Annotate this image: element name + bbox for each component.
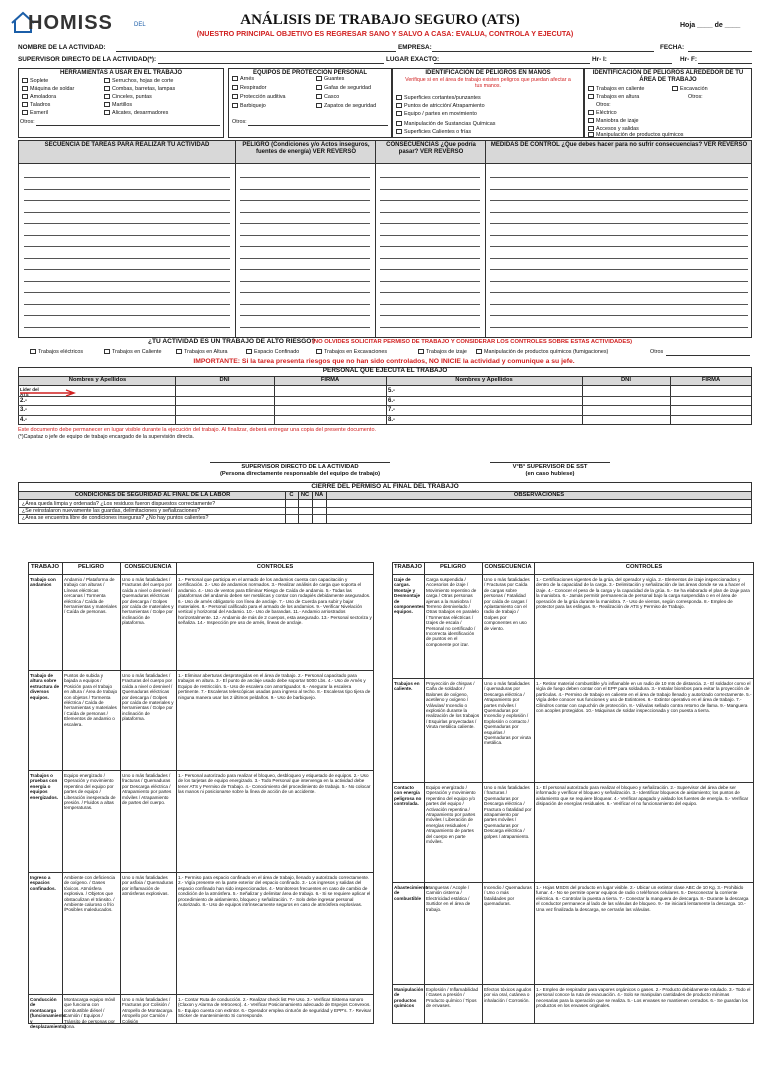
tool-item[interactable]: Taladros <box>22 102 50 108</box>
personnel-row-label: 5.- <box>388 388 396 394</box>
task-line[interactable] <box>490 177 748 178</box>
area-hazard-item: Otros: <box>688 94 703 100</box>
task-line[interactable] <box>24 281 230 282</box>
personnel-row-label: Líder del ATS <box>20 387 39 397</box>
task-line[interactable] <box>380 304 480 305</box>
tool-item[interactable]: Amoladora <box>22 94 56 100</box>
reverse-header-line <box>28 574 374 575</box>
company-label: EMPRESA: <box>398 44 432 51</box>
high-risk-option[interactable]: Trabajos en Altura <box>176 349 228 355</box>
reverse-cell: Ambiente con deficiencia de oxígeno. / Gases tóxicos. Atmósfera explosiva. / Objetos que obstaculizan el tránsito. / Ambiente caluroso o frío /Posibles maleducados. <box>64 875 116 913</box>
personnel-row-label: 4.- <box>20 417 28 423</box>
task-line[interactable] <box>24 223 230 224</box>
reverse-col-header: TRABAJO <box>30 564 60 570</box>
reverse-header-line <box>392 574 754 575</box>
task-line[interactable] <box>24 212 230 213</box>
personnel-row-label: 7.- <box>388 407 396 413</box>
area-hazard-item[interactable]: Eléctrico <box>588 110 617 116</box>
task-table <box>18 140 752 338</box>
task-line[interactable] <box>490 269 748 270</box>
reverse-col-header: CONTROLES <box>256 564 294 570</box>
reverse-cell: Incendio / Quemaduras / Uno o más fatalidades por quemaduras. <box>484 885 532 907</box>
task-line[interactable] <box>24 258 230 259</box>
ppe-item[interactable]: Arnés <box>232 76 254 82</box>
date-field[interactable] <box>688 51 752 52</box>
reverse-cell: 1.- Hojas MSDS del producto en lugar visible. 2.- Ubicar un extintor clase ABC de 10 Kg. 3.- Prohibido fumar. 4.- No se permite operar equipos de radio o teléfonos celulares. 5.- Desconectar la corriente eléctrica. 6.- Controlar la puesta a tierra. 7.- Conectar la manguera de descarga. 8.- Durante la descarga el conductor permanece al lado de las válvulas de bloqueo. 9.- Se iniciará lentamente la descarga. 10.- Una vez finalizada la descarga, se cerrarán las válvulas. <box>536 885 749 912</box>
task-line[interactable] <box>380 246 480 247</box>
tool-item[interactable]: Máquina de soldar <box>22 86 74 92</box>
reverse-cell: 1.- Personal autorizado para realizar el bloqueo, desbloqueo y etiquetado de equipos. 2.- Uso de los tarjetas de equipo energizado. 3.- Todo Personal que intervenga en la actividad debe tener ATS y Permiso de Trabajo. 4.- Conocimiento del procedimiento de trabajo. 5.- No colocar las manos ni posicionarse sobre la línea de acción de un accidente. <box>178 773 371 795</box>
ppe-title: EQUIPOS DE PROTECCIÓN PERSONAL <box>252 70 367 76</box>
task-line[interactable] <box>490 246 748 247</box>
task-line[interactable] <box>380 292 480 293</box>
logo-text: HOMISS <box>28 12 113 34</box>
closure-row: ¿Se reinstalaron nuevamente las guardas, delimitaciones y señalizaciones? <box>22 508 201 514</box>
company-logo <box>8 8 148 36</box>
task-line[interactable] <box>490 212 748 213</box>
reverse-cell: 1.- Certificaciones vigentes de la grúa, del operador y vigía. 2.- Elementos de izaje inspeccionados y dentro de la capacidad de la carga. 3.- Delimitación y señalización de las áreas donde se va a hacer el izaje. 4.- Conocer el peso de la carga y la capacidad de la grúa. 5.- Se ha elaborado el plan de izaje para la maniobra. 6.- Jamás permitir permanencia de personal bajo la carga suspendida o en el área de operación de la grúa durante la maniobra. 7.- Uso de vientos, según corresponda. 8.- Empleo de protector para las eslingas. 9.- Realización de ATS y Permiso de Trabajo. <box>536 577 750 610</box>
closure-row: ¿Área queda limpia y ordenada? ¿Los residuos fueron dispuestos correctamente? <box>22 501 216 507</box>
task-line[interactable] <box>490 223 748 224</box>
personnel-title: PERSONAL QUE EJECUTA EL TRABAJO <box>322 367 448 374</box>
reverse-cell: Izaje de cargas. Montaje y Desmontaje de componentes equipos. <box>394 577 424 615</box>
col-hazard: PELIGRO (Condiciones y/o Actos inseguros, fuentes de energía) VER REVERSO <box>242 142 370 155</box>
reverse-cell: Uno o más fatalidades / fracturas / Quemaduras por Descarga eléctrica / Atrapamiento por partes móviles / Atrapamiento de partes del cuerpo. <box>122 773 172 806</box>
ppe-item[interactable]: Gafas de seguridad <box>316 85 371 91</box>
area-hazard-item[interactable]: Manipulación de productos químicos <box>588 132 684 138</box>
area-hazard-item[interactable]: Maniobra de izaje <box>588 118 639 124</box>
reverse-cell: Proyección de chispas / Caña de soldador / Balones de oxígeno, acetileno y oxígeno / Válvulas/ Incendio o explosión durante la realización de los trabajos / Esquirlas proyectadas / Viruta metálica caliente. <box>426 681 480 730</box>
high-risk-option[interactable]: Trabajos en Caliente <box>104 349 162 355</box>
supervisor-signature-sub: (Persona directamente responsable del equipo de trabajo) <box>219 471 381 477</box>
personnel-col: Nombres y Apellidos <box>68 377 127 383</box>
personnel-row-label: 8.- <box>388 417 396 423</box>
hand-hazards-title: IDENTIFICACIÓN DE PELIGROS EN MANOS <box>425 70 551 76</box>
sst-signature-sub: (en caso hubiese) <box>525 471 575 477</box>
closure-col: NA <box>314 492 324 498</box>
task-line[interactable] <box>24 269 230 270</box>
reverse-col-divider <box>62 562 63 1024</box>
company-field[interactable] <box>432 51 654 52</box>
tool-item[interactable]: Martillos <box>104 102 132 108</box>
area-hazard-item[interactable]: Excavación <box>672 86 708 92</box>
task-line[interactable] <box>240 304 370 305</box>
ppe-item[interactable]: Protección auditiva <box>232 94 286 100</box>
task-line[interactable] <box>380 235 480 236</box>
task-line[interactable] <box>240 212 370 213</box>
personnel-col: DNI <box>621 377 631 383</box>
task-line[interactable] <box>490 235 748 236</box>
reverse-cell: 1.- Contar Ruta de conducción. 2.- Realizar check list Pre Uso. 3.- Verificar Sistema sonoro (Claxon y Alarma de retroceso). 4.- Verificar Posicionamiento adecuado de Espejos Convexos. 5.- Equipo cuenta con extintor. 6.- Operador emplea cinturón de seguridad y EPP's. 7.- Revisar Sticker de mantenimiento Si corresponde. <box>178 997 372 1019</box>
sheet-number: Hoja ____ de ____ <box>680 22 741 29</box>
reverse-cell: Andamio / Plataforma de trabajo con alturas / Líneas eléctricas cercanas / Tormenta eléctrica / Caída de herramientas y materiales / Caída de personas. <box>64 577 117 615</box>
reverse-cell: Montacarga equipo móvil que funciona con combustible diésel / Camión / Equipos / Tránsito de personas por zona. <box>64 997 116 1030</box>
activity-field[interactable] <box>116 51 396 52</box>
reverse-cell: Uno o más fatalidades / quemaduras por Descarga eléctrica / Atrapamiento por partes móviles / Quemaduras por Incendio y explosión / Explosión o contacto / Quemaduras por esquirlas / Quemaduras por viruta metálica. <box>484 681 531 746</box>
personnel-row-label: 3.- <box>20 407 28 413</box>
task-line[interactable] <box>240 223 370 224</box>
place-label: LUGAR EXACTO: <box>386 56 440 63</box>
personnel-col: FIRMA <box>701 377 721 383</box>
closure-col: NC <box>300 492 310 498</box>
ppe-other: Otros: <box>232 119 247 125</box>
personnel-col: DNI <box>219 377 230 383</box>
reverse-row-line <box>28 770 374 771</box>
reverse-cell: Manipulación de productos químicos <box>394 987 424 1009</box>
reverse-row-line <box>392 882 754 883</box>
task-line[interactable] <box>380 315 480 316</box>
reverse-cell: 1.- Permiso para espacio confinado en el área de trabajo, llenado y autorizado correctamente. 2.- Vigía presente en la parte exterior del espacio confinado. 3.- Los ingresos y salidas del espacio confinado han sido inspeccionados. 4.- Monitoreos frecuentes en caso de cambio de condición de la atmósfera. 5.- Señalizar y delimitar área de trabajo. 6.- Si se requiere aplicar el procedimiento de aislamiento, bloqueo y señalización. 7.- Solo debe ingresar personal Autorizado. 8.- Uso de equipos intrínsecamente seguros en caso de atmósfera explosivas. <box>178 875 371 908</box>
start-hour-field[interactable] <box>610 63 672 64</box>
important-note: IMPORTANTE: Si la tarea presenta riesgos que no han sido controlados, NO INICIE la actividad y comunique a su jefe. <box>193 358 575 365</box>
task-line[interactable] <box>24 177 230 178</box>
task-line[interactable] <box>240 246 370 247</box>
personnel-row-label: 2.- <box>20 398 28 404</box>
reverse-cell: Uno o más fatalidades / Fracturas del cuerpo por caída a nivel o desnivel / Quemaduras eléctricas por descarga / Golpes por caída de materiales y herramientas / Golpe por inclinación de plataforma. <box>122 577 174 626</box>
ppe-item[interactable]: Guantes <box>316 76 344 82</box>
date-label: FECHA: <box>660 44 685 51</box>
task-line[interactable] <box>380 177 480 178</box>
start-hour-label: Hr- I: <box>592 56 607 63</box>
place-field[interactable] <box>434 63 590 64</box>
high-risk-option[interactable]: Espacio Confinado <box>246 349 299 355</box>
closure-col: C <box>289 492 294 498</box>
arrow-icon <box>18 389 78 397</box>
task-line[interactable] <box>380 200 480 201</box>
tools-title: HERRAMIENTAS A USAR EN EL TRABAJO <box>59 70 182 76</box>
reverse-cell: Uno o más fatalidades por asfixia / Quemaduras por inflamación de atmósferas explosivas. <box>122 875 174 897</box>
tool-item[interactable]: Alicates, desarmadores <box>104 110 168 116</box>
task-line[interactable] <box>380 327 480 328</box>
col-tasks: SECUENCIA DE TAREAS PARA REALIZAR TU ACTIVIDAD <box>44 142 210 148</box>
reverse-cell: 1.- Personal que participa en el armado de los andamios cuenta con capacitación y certificación. 2.- Uso de andamios normados. 3.- Realizar análisis de carga que soporta el andamio. 4.- Uso de ventos para Eliminar Riesgo de Caída de andamio. 5.- Todas las plataformas del andamio deben ser metálicas y contar con rodapiés debidamente asegurados. 6.- Uso de arnés obligatorio con línea de anclaje. 7.- Uso de Cuerda para subir y bajar materiales. 8.- Personal calificado para el armado de los andamios. 9.- Verificar Nivelación vertical y horizontal del Andamio. 10.- Uso de barandas. 11.- Andamio arriostrados horizontalmente. 12.- Andamio de más de 2 cuerpos, esta asegurado. 13.- Personal sectoriza y señaliza. 14.- Inspección pre uso de arnés, líneas de anclaje. <box>178 577 372 626</box>
tool-item[interactable]: Cinceles, puntas <box>104 94 152 100</box>
area-hazard-item[interactable]: Accesos y salidas <box>588 126 639 132</box>
col-consequences: CONSECUENCIAS ¿Que podría pasar? VER REVERSO <box>386 142 476 155</box>
reverse-cell: Uno o más fatalidades / fracturas / Quemaduras por Descarga eléctrica / Fractura o fatalidad por atrapamiento por partes móviles / Quemaduras por Descarga eléctrica / golpes / atrapamiento. <box>484 785 532 839</box>
reverse-cell: Conducción de montacarga (funcionamiento y desplazamiento) <box>30 997 66 1030</box>
high-risk-question: ¿TU ACTIVIDAD ES UN TRABAJO DE ALTO RIESGO? <box>148 338 316 345</box>
high-risk-note: (NO OLVIDES SOLICITAR PERMISO DE TRABAJO Y CONSIDERAR LOS CONTROLES SOBRE ESTAS ACTIVIDADES) <box>312 339 633 345</box>
high-risk-option[interactable]: Otros <box>650 349 664 355</box>
high-risk-option[interactable]: Trabajos de izaje <box>418 349 467 355</box>
doc-note-red: Este documento debe permanecer en lugar visible durante la ejecución del trabajo. Al finalizar, deberá entregar una copia del presente documento. <box>18 427 377 433</box>
ppe-item[interactable]: Casco <box>316 94 339 100</box>
reverse-row-line <box>392 984 754 985</box>
area-hazards-title: IDENTIFICACIÓN DE PELIGROS ALREDEDOR DE TU ÁREA DE TRABAJO <box>592 70 744 83</box>
reverse-cell: Carga suspendida / Accesorios de izaje / Movimiento repentino de carga / Otras personas ajenas a la maniobra / Terreno desnivelado / Otras trabajos en paralelo / Tormentas eléctricas / Izajes de escala / Personal no certificado / Incorrecta identificación de puntos en el componente por izar. <box>426 577 479 647</box>
hand-hazard-item[interactable]: Superficies cortantes/punzantes <box>396 95 481 101</box>
reverse-row-line <box>28 670 374 671</box>
doc-note: (*)Capataz o jefe de equipo de trabajo encargado de la supervisión directa. <box>18 434 195 440</box>
ppe-item[interactable]: Barbiquejo <box>232 103 266 109</box>
hand-hazard-item[interactable]: Superficies Calientes o frías <box>396 129 471 135</box>
task-line[interactable] <box>24 315 230 316</box>
reverse-col-divider <box>482 562 483 1024</box>
task-line[interactable] <box>490 281 748 282</box>
sst-signature-line[interactable] <box>490 462 610 463</box>
end-hour-label: Hr- F: <box>680 56 698 63</box>
logo-suffix: DEL <box>134 22 146 28</box>
high-risk-option[interactable]: Manipulación de productos químicos (fumigaciones) <box>476 349 608 355</box>
reverse-cell: Equipo energizado / Operación y movimiento repentino del equipo por partes de equipo / Liberación inesperada de presión. / Fluidos a altas temperaturas. <box>64 773 116 811</box>
reverse-col-header: CONTROLES <box>625 564 663 570</box>
task-line[interactable] <box>490 189 748 190</box>
task-line[interactable] <box>380 281 480 282</box>
reverse-col-header: TRABAJO <box>393 564 423 570</box>
task-line[interactable] <box>490 292 748 293</box>
supervisor-signature-line[interactable] <box>210 462 390 463</box>
task-line[interactable] <box>240 189 370 190</box>
hand-hazard-item[interactable]: Manipulación de Sustancias Químicas <box>396 121 495 127</box>
closure-col: CONDICIONES DE SEGURIDAD AL FINAL DE LA LABOR <box>74 492 231 498</box>
reverse-cell: 1.- Retirar material combustible y/o inflamable en un radio de 10 mts de distancia. 2.- El soldador como el vigía de fuego deben contar con el EPP para soldadura. 3.- Instalar biombos para evitar la proyección de partículas. 4.- Permiso de trabajo en caliente en el área de trabajo llenado y autorizado correctamente. 5.- Vigía debe conocer sus funciones y uso de Extintores. 6.- Extintor operativo en el área de trabajo. 7.- Cilindros contar con capuchón de protección. 8.- Válvulas sellado contra retorno de llama. 9.- Manguera con acoples protegidos. 10.- Máquinas de soldar inspeccionada y con puesta a tierra. <box>536 681 752 714</box>
task-line[interactable] <box>24 235 230 236</box>
tools-other-field[interactable] <box>36 125 220 126</box>
reverse-cell: Uno o más fatalidades / Fracturas del cuerpo por caída a nivel o desnivel / Quemaduras eléctricas por descarga / Golpes por caída de materiales y herramientas / Golpe por inclinación de plataforma. <box>122 673 174 722</box>
supervisor-field[interactable] <box>158 63 384 64</box>
reverse-row-line <box>28 994 374 995</box>
reverse-cell: Efectos tóxicos agudos por via oral, cutánea o inhalación / Corrosión. <box>484 987 532 1003</box>
reverse-cell: Abastecimiento de combustible <box>394 885 429 901</box>
page-subtitle: (NUESTRO PRINCIPAL OBJETIVO ES REGRESAR SANO Y SALVO A CASA: EVALUA, CONTROLA Y EJECUTA) <box>196 29 574 38</box>
task-line[interactable] <box>24 292 230 293</box>
task-line[interactable] <box>240 177 370 178</box>
task-line[interactable] <box>490 327 748 328</box>
task-line[interactable] <box>240 315 370 316</box>
reverse-row-line <box>392 782 754 783</box>
high-risk-option[interactable]: Trabajos eléctricos <box>30 349 83 355</box>
reverse-cell: Uno o más fatalidades / Fracturas por Caída de cargas sobre personas / Fatalidad por caída de cargas / Aplastamiento con el radio de trabajo / Golpes por componentes en uso de viento. <box>484 577 530 631</box>
task-line[interactable] <box>240 327 370 328</box>
reverse-cell: Uno o más fatalidades / Fracturas por Colisión / Atropello de Montacarga. Atropello por Camión / Colisión <box>122 997 174 1024</box>
reverse-col-header: PELIGRO <box>77 564 105 570</box>
tools-other: Otros: <box>20 119 35 125</box>
closure-row: ¿Área se encuentra libre de condiciones inseguras? ¿No hay puntos calientes? <box>22 515 209 521</box>
hand-hazard-item[interactable]: Puntos de atricción/ Atrapamiento <box>396 103 485 109</box>
ppe-item[interactable]: Zapatos de seguridad <box>316 103 376 109</box>
reverse-col-divider <box>120 562 121 1024</box>
task-line[interactable] <box>24 327 230 328</box>
col-controls: MEDIDAS DE CONTROL ¿Que debes hacer para no sufrir consecuencias? VER REVERSO <box>490 142 748 148</box>
task-line[interactable] <box>240 292 370 293</box>
closure-col: OBSERVACIONES <box>513 492 565 498</box>
task-line[interactable] <box>380 189 480 190</box>
personnel-col: FIRMA <box>320 377 340 383</box>
task-line[interactable] <box>240 235 370 236</box>
reverse-cell: Puntos de subida y bajada a equipos / Posición para el trabajo en altura / Área de trabajo con objetos / Tormenta eléctrica / Caída de herramientas y materiales / Caída de personas / Elementos de andamio o escalera. <box>64 673 118 727</box>
high-risk-option[interactable]: Trabajos en Excavaciones <box>316 349 387 355</box>
task-line[interactable] <box>490 258 748 259</box>
task-line[interactable] <box>380 212 480 213</box>
task-line[interactable] <box>380 258 480 259</box>
personnel-col: Nombres y Apellidos <box>455 377 513 383</box>
reverse-cell: Trabajos en caliente. <box>394 681 420 692</box>
reverse-cell: 1.- Empleo de respirador para vapores orgánicos o gases. 2.- Producto debidamente rotulado. 3.- Todo el personal conoce la ruta de evacuación. 4.- Solo se manipulan cantidades de producto mínimas necesarias para la operación que se realiza. 5.- Los envases se mantienen cerrados. 6.- Se guardan los productos en los envases originales. <box>536 987 751 1009</box>
reverse-col-divider <box>534 562 535 1024</box>
task-line[interactable] <box>490 304 748 305</box>
reverse-cell: 1.- El personal autorizado para realizar el bloqueo y señalización. 2.- Supervisor del área debe ser informado y verificar el bloqueo y señalización. 3.- Identificar bloqueos de aislamiento; los puntos de aislamiento que se requiere bloquear. 4.- Verificar apagado y aislado los fuentes de energía. 5.- Verificar disipación de energías residuales. 6.- Verificar el no funcionamiento del equipo. <box>536 785 749 807</box>
task-line[interactable] <box>24 189 230 190</box>
task-line[interactable] <box>24 304 230 305</box>
reverse-cell: Contacto con energía peligrosa no controlada. <box>394 785 422 807</box>
area-hazard-item[interactable]: Trabajos en altura <box>588 94 639 100</box>
reverse-cell: Ingreso a espacios confinados. <box>30 875 56 891</box>
task-line[interactable] <box>240 258 370 259</box>
reverse-cell: 1.- Eliminar aberturas desprotegidas en el área de trabajo. 2.- Personal capacitado para trabajos en altura. 3.- El punto de anclaje usado debe soportar 5000 Lbs. 4.- Uso de Arnés y Equipo de restricción. 5.- Uso de escalera con amortiguador. 6.- Asegurar la escalera pertinente. 7.- Escaleras telescópicas usadas para ingreso al techo. 8.- Escaleras tipo tijera de ninguna manera usar los 2 últimos peldaños. 9.- Uso de barbiquejo. <box>178 673 371 700</box>
task-line[interactable] <box>490 315 748 316</box>
task-line[interactable] <box>240 281 370 282</box>
reverse-cell: Trabajo con andamios <box>30 577 56 588</box>
supervisor-signature-label: SUPERVISOR DIRECTO DE LA ACTIVIDAD <box>241 464 359 470</box>
hand-hazard-item[interactable]: Equipo / partes en movimiento <box>396 111 477 117</box>
reverse-cell: Trabajo de altura sobre estructura de diversos equipos. <box>30 673 60 700</box>
end-hour-field[interactable] <box>698 63 752 64</box>
high-risk-other-field[interactable] <box>666 355 750 356</box>
reverse-cell: Mangueras / Acople / Camión cisterna / Electricidad estática / Surtidor en el área de trabajo. <box>426 885 471 912</box>
personnel-row-label: 6.- <box>388 398 396 404</box>
reverse-col-header: PELIGRO <box>439 564 467 570</box>
activity-label: NOMBRE DE LA ACTIVIDAD: <box>18 44 106 51</box>
task-line[interactable] <box>240 269 370 270</box>
closure-title: CIERRE DEL PERMISO AL FINAL DEL TRABAJO <box>311 483 459 490</box>
task-line[interactable] <box>380 223 480 224</box>
supervisor-label: SUPERVISOR DIRECTO DE LA ACTIVIDAD(*): <box>18 56 157 63</box>
tool-item[interactable]: Serruchos, hojas de corte <box>104 78 173 84</box>
reverse-col-header: CONSECUENCIA <box>124 564 172 570</box>
reverse-col-header: CONSECUENCIA <box>484 564 532 570</box>
tool-item[interactable]: Esmeril <box>22 110 48 116</box>
reverse-col-divider <box>176 562 177 1024</box>
sst-signature-label: V°B° SUPERVISOR DE SST <box>512 464 588 470</box>
reverse-row-line <box>392 678 754 679</box>
reverse-cell: Equipo energizado / Operación y movimiento repentino del equipo y/o partes del equipo / Activación repentina / Atrapamiento por partes móviles / Liberación de energías residuales / Atrapamiento de partes del cuerpo en parte móviles. <box>426 785 476 845</box>
area-hazard-item[interactable]: Trabajos en caliente <box>588 86 644 92</box>
ppe-other-field[interactable] <box>248 125 388 126</box>
reverse-cell: Explosión / Inflamabilidad / Gases a presión / Producto químico / Tipos de envases. <box>426 987 479 1009</box>
task-line[interactable] <box>24 246 230 247</box>
ppe-item[interactable]: Respirador <box>232 85 266 91</box>
area-hazard-item: Otros: <box>596 102 611 108</box>
task-line[interactable] <box>380 269 480 270</box>
tool-item[interactable]: Soplete <box>22 78 48 84</box>
task-line[interactable] <box>240 200 370 201</box>
reverse-col-divider <box>424 562 425 1024</box>
task-line[interactable] <box>490 200 748 201</box>
tool-item[interactable]: Combas, barretas, lampas <box>104 86 175 92</box>
hand-hazards-note: Verifique si en el área de trabajo existen peligros que puedan afectar a tus manos. <box>405 76 571 89</box>
page-title: ANÁLISIS DE TRABAJO SEGURO (ATS) <box>240 12 520 28</box>
reverse-cell: Trabajos o pruebas con energía o equipos energizados. <box>30 773 59 800</box>
reverse-row-line <box>28 872 374 873</box>
task-line[interactable] <box>24 200 230 201</box>
